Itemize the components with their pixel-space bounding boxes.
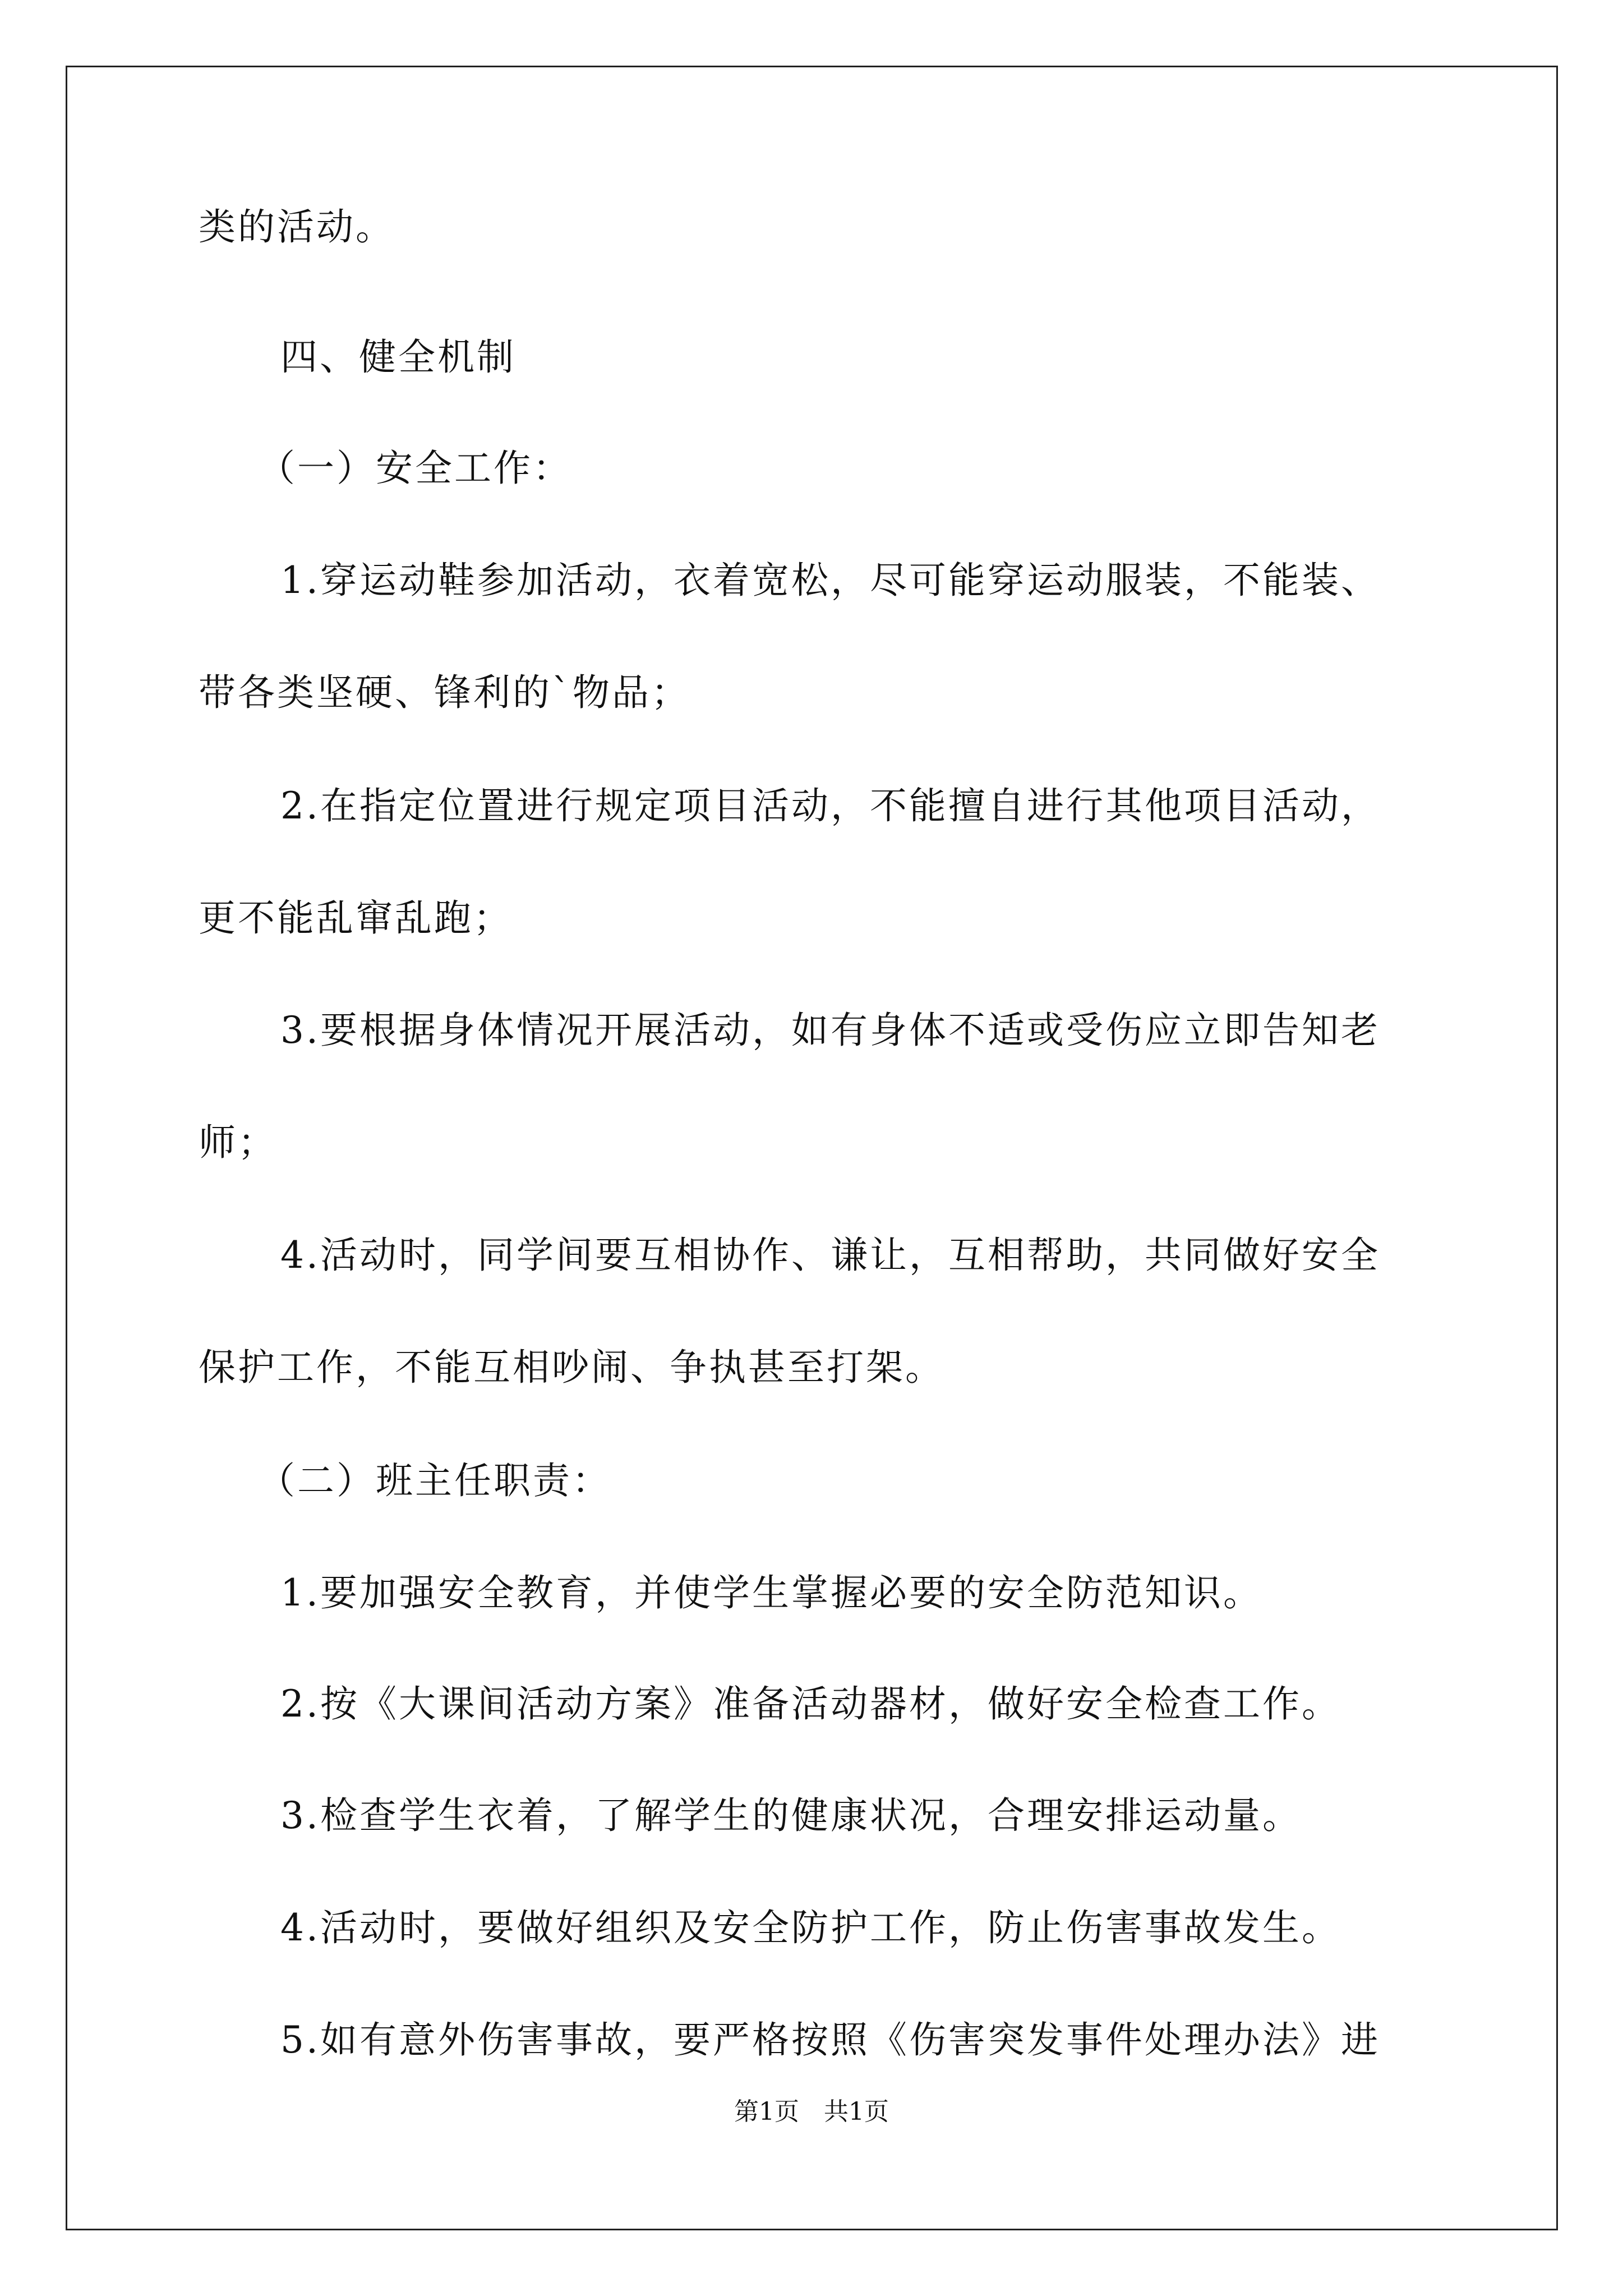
duty-item-3: 3.检查学生衣着，了解学生的健康状况，合理安排运动量。 — [280, 1794, 1302, 1837]
duty-item-2: 2.按《大课间活动方案》准备活动器材，做好安全检查工作。 — [280, 1682, 1341, 1726]
subsection-heading-2: （二）班主任职责： — [258, 1459, 611, 1502]
safety-item-4-line-1: 4.活动时，同学间要互相协作、谦让，互相帮助，共同做好安全 — [280, 1234, 1380, 1277]
duty-item-5: 5.如有意外伤害事故，要严格按照《伤害突发事件处理办法》进 — [280, 2018, 1380, 2062]
safety-item-1-line-2: 带各类坚硬、锋利的`物品； — [199, 671, 690, 714]
duty-item-1: 1.要加强安全教育，并使学生掌握必要的安全防范知识。 — [280, 1571, 1262, 1614]
page-footer: 第1页 共1页 — [734, 2097, 889, 2126]
safety-item-2-line-1: 2.在指定位置进行规定项目活动，不能擅自进行其他项目活动， — [280, 784, 1380, 827]
subsection-heading-1: （一）安全工作： — [258, 447, 572, 490]
safety-item-2-line-2: 更不能乱窜乱跑； — [199, 896, 513, 940]
safety-item-3-line-2: 师； — [199, 1121, 277, 1164]
text-line-1: 类的活动。 — [199, 205, 395, 249]
duty-item-4: 4.活动时，要做好组织及安全防护工作，防止伤害事故发生。 — [280, 1906, 1341, 1949]
safety-item-1-line-1: 1.穿运动鞋参加活动，衣着宽松，尽可能穿运动服装，不能装、 — [280, 559, 1380, 602]
safety-item-3-line-1: 3.要根据身体情况开展活动，如有身体不适或受伤应立即告知老 — [280, 1009, 1380, 1052]
section-heading-4: 四、健全机制 — [280, 335, 516, 379]
safety-item-4-line-2: 保护工作，不能互相吵闹、争执甚至打架。 — [199, 1346, 944, 1389]
